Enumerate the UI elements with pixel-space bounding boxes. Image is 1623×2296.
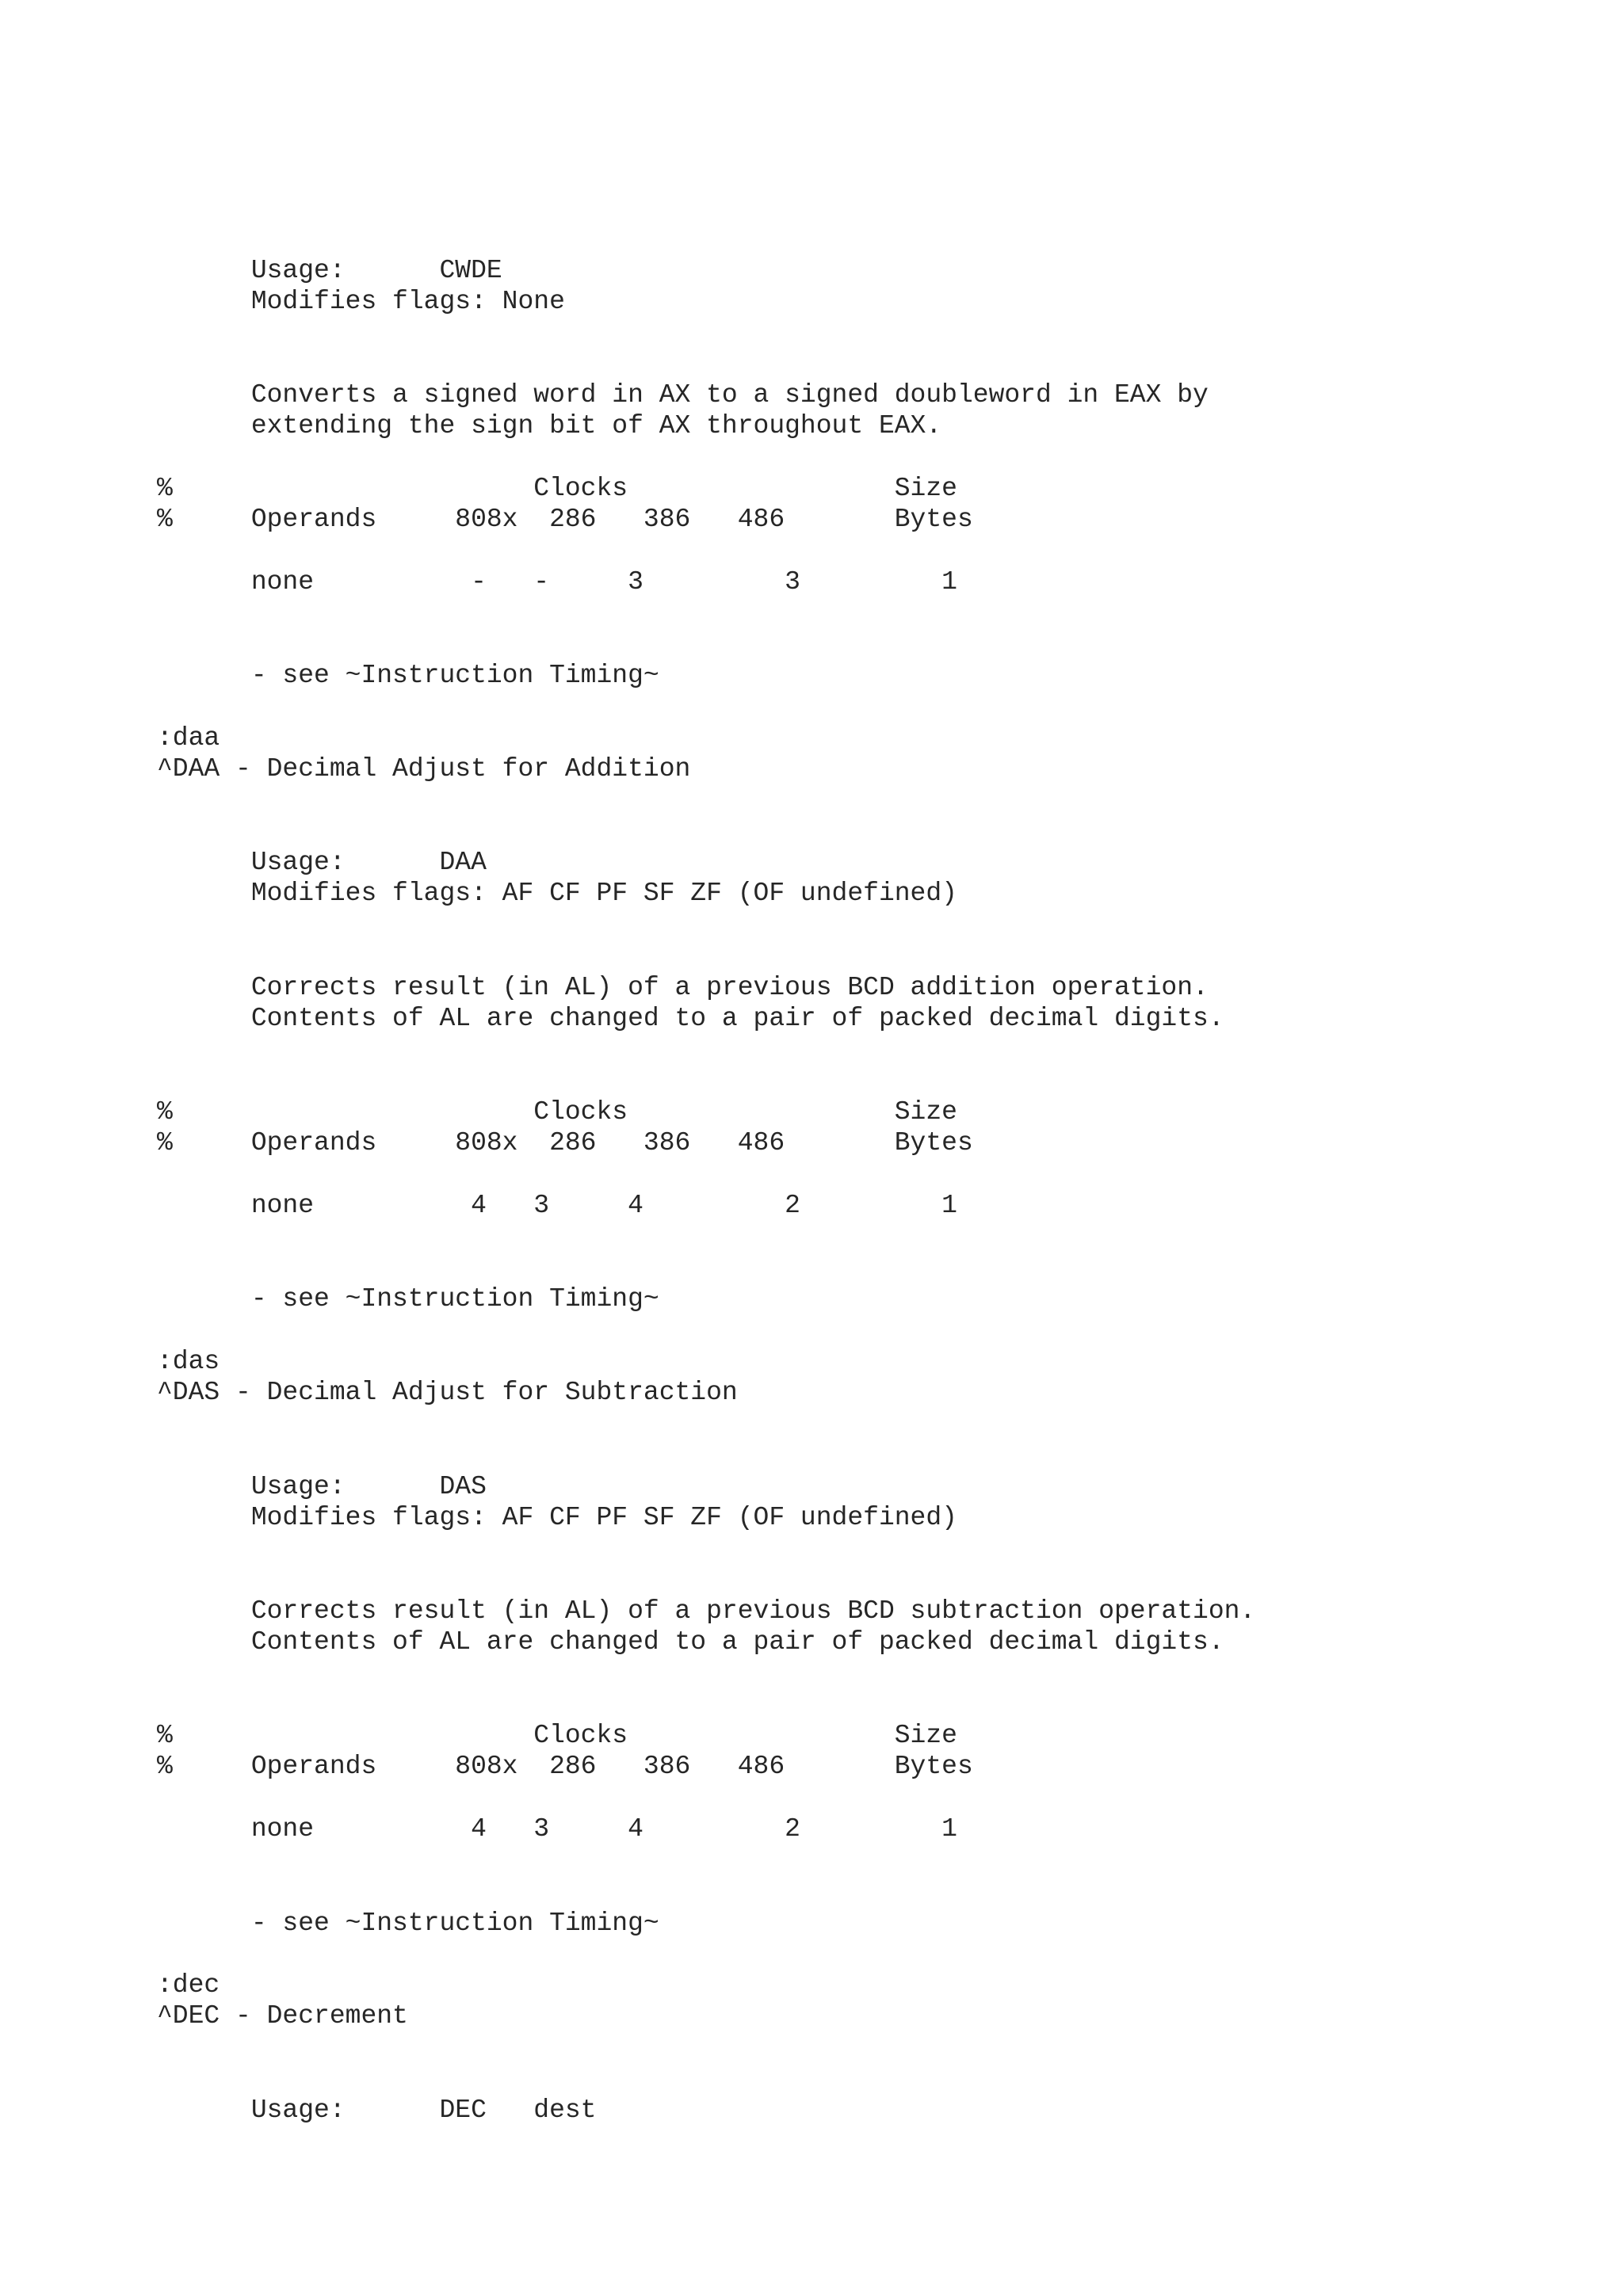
- description-line: Corrects result (in AL) of a previous BCD subtraction operation.: [157, 1596, 1256, 1626]
- description-line: Converts a signed word in AX to a signed doubleword in EAX by: [157, 380, 1209, 410]
- timing-header-columns: % Operands 808x 286 386 486 Bytes: [157, 1128, 973, 1158]
- timing-header-columns: % Operands 808x 286 386 486 Bytes: [157, 505, 973, 534]
- section-title: ^DEC - Decrement: [157, 2001, 408, 2031]
- usage-line: Usage: DEC dest: [157, 2096, 597, 2125]
- description-line: Contents of AL are changed to a pair of packed decimal digits.: [157, 1004, 1224, 1033]
- section-anchor: :daa: [157, 723, 220, 753]
- modifies-flags-line: Modifies flags: AF CF PF SF ZF (OF undefined): [157, 879, 957, 908]
- section-anchor: :das: [157, 1347, 220, 1376]
- usage-line: Usage: DAA: [157, 848, 487, 877]
- usage-line: Usage: DAS: [157, 1472, 487, 1501]
- section-anchor: :dec: [157, 1970, 220, 2000]
- timing-header-columns: % Operands 808x 286 386 486 Bytes: [157, 1752, 973, 1781]
- see-also-line: - see ~Instruction Timing~: [157, 661, 659, 690]
- description-line: extending the sign bit of AX throughout EAX.: [157, 411, 942, 441]
- timing-header-clocks: % Clocks Size: [157, 1097, 957, 1127]
- timing-row: none 4 3 4 2 1: [157, 1191, 957, 1220]
- section-title: ^DAA - Decimal Adjust for Addition: [157, 754, 691, 784]
- timing-row: none 4 3 4 2 1: [157, 1814, 957, 1844]
- timing-header-clocks: % Clocks Size: [157, 1721, 957, 1750]
- usage-line: Usage: CWDE: [157, 256, 502, 285]
- see-also-line: - see ~Instruction Timing~: [157, 1909, 659, 1938]
- timing-row: none - - 3 3 1: [157, 567, 957, 597]
- description-line: Corrects result (in AL) of a previous BCD addition operation.: [157, 973, 1209, 1002]
- timing-header-clocks: % Clocks Size: [157, 474, 957, 503]
- section-title: ^DAS - Decimal Adjust for Subtraction: [157, 1378, 738, 1407]
- modifies-flags-line: Modifies flags: None: [157, 287, 565, 316]
- modifies-flags-line: Modifies flags: AF CF PF SF ZF (OF undefined): [157, 1503, 957, 1532]
- description-line: Contents of AL are changed to a pair of packed decimal digits.: [157, 1627, 1224, 1657]
- see-also-line: - see ~Instruction Timing~: [157, 1284, 659, 1314]
